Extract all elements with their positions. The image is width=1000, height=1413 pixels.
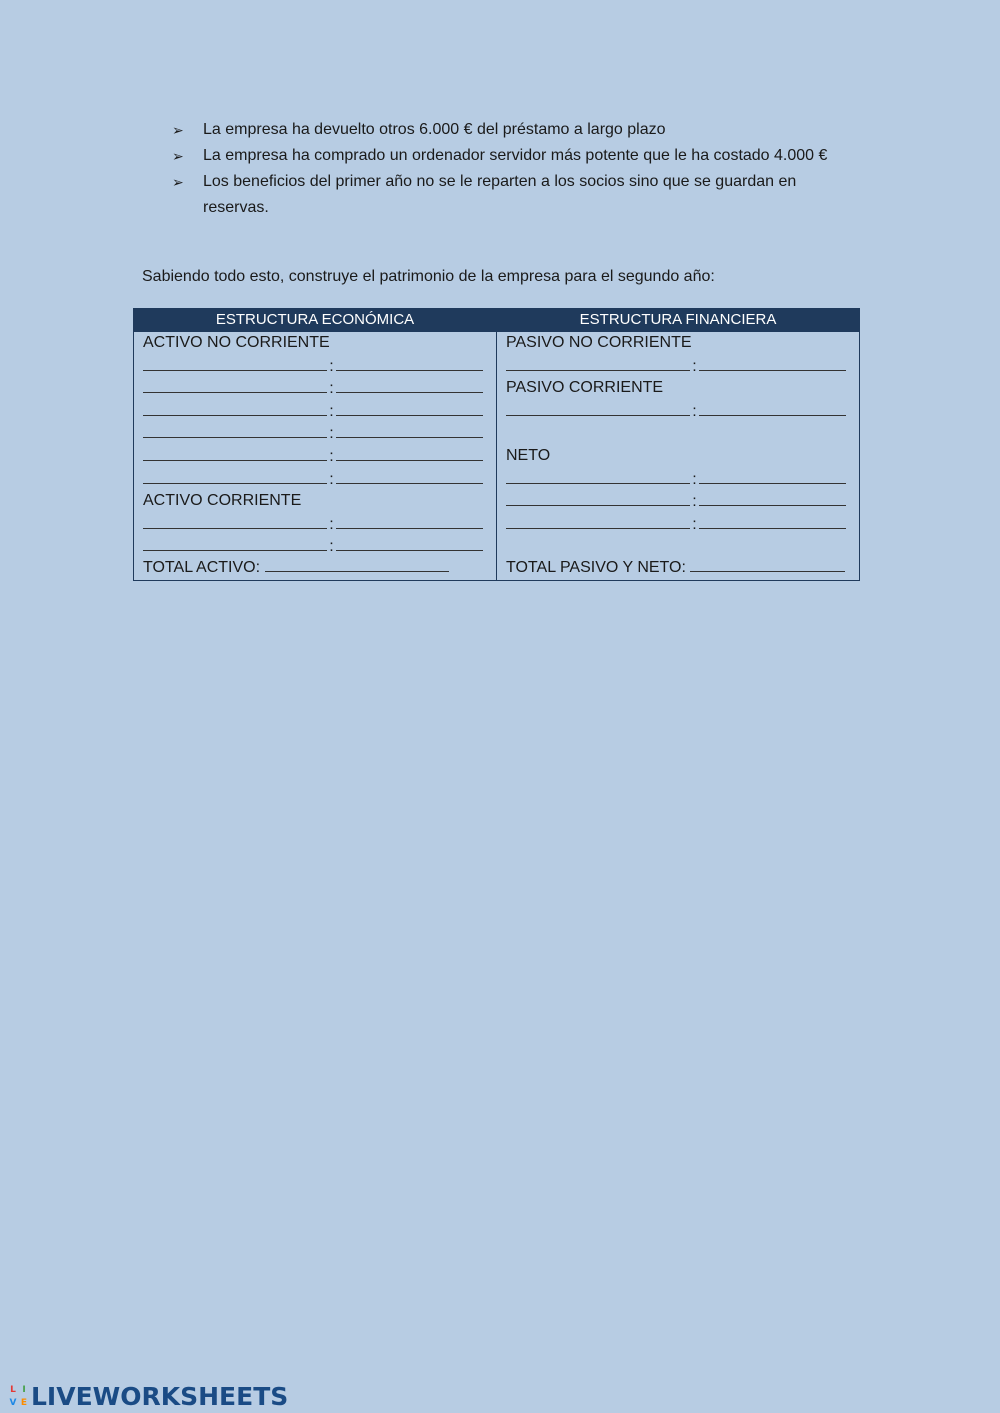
section-label-pasivo-no-corriente: PASIVO NO CORRIENTE: [506, 334, 692, 351]
concept-blank[interactable]: [143, 535, 327, 551]
patrimonio-table: [133, 308, 860, 581]
concept-blank[interactable]: [506, 490, 690, 506]
logo-text: LIVEWORKSHEETS: [31, 1381, 289, 1411]
entry-row: :: [143, 535, 487, 558]
entry-row: :: [506, 355, 850, 378]
logo-mark-icon: L I V E: [9, 1384, 28, 1408]
arrow-bullet-icon: ➢: [172, 122, 184, 138]
amount-blank[interactable]: [336, 355, 483, 371]
amount-blank[interactable]: [336, 535, 483, 551]
spacer: [506, 422, 850, 445]
total-activo-blank[interactable]: [265, 556, 449, 572]
entry-row: :: [143, 400, 487, 423]
entry-row: :: [143, 422, 487, 445]
concept-blank[interactable]: [143, 355, 327, 371]
amount-blank[interactable]: [699, 355, 846, 371]
section-label-neto: NETO: [506, 446, 551, 464]
entry-row: :: [506, 490, 850, 513]
concept-blank[interactable]: [506, 468, 690, 484]
amount-blank[interactable]: [336, 422, 483, 438]
entry-row: :: [143, 513, 487, 536]
liveworksheets-logo[interactable]: [8, 1381, 288, 1411]
concept-blank[interactable]: [143, 377, 327, 393]
total-activo-row: [143, 556, 449, 580]
amount-blank[interactable]: [699, 400, 846, 416]
section-label-activo-corriente: ACTIVO CORRIENTE: [143, 492, 302, 510]
amount-blank[interactable]: [336, 445, 483, 461]
concept-blank[interactable]: [143, 400, 327, 416]
concept-blank[interactable]: [506, 513, 690, 529]
entry-row: :: [506, 468, 850, 491]
bullet-item: ➢ La empresa ha devuelto otros 6.000 € del préstamo a largo plazo: [172, 117, 862, 143]
amount-blank[interactable]: [336, 400, 483, 416]
entry-row: :: [143, 377, 487, 400]
entry-row: :: [143, 445, 487, 468]
total-pasivo-neto-blank[interactable]: [690, 556, 845, 572]
entry-row: :: [143, 355, 487, 378]
amount-blank[interactable]: [699, 468, 846, 484]
amount-blank[interactable]: [336, 468, 483, 484]
entry-row: :: [506, 513, 850, 536]
concept-blank[interactable]: [506, 355, 690, 371]
total-pasivo-neto-row: [506, 556, 845, 580]
section-label-activo-no-corriente: ACTIVO NO CORRIENTE: [143, 334, 330, 351]
arrow-bullet-icon: ➢: [172, 148, 184, 164]
concept-blank[interactable]: [143, 468, 327, 484]
concept-blank[interactable]: [143, 445, 327, 461]
concept-blank[interactable]: [143, 513, 327, 529]
total-pasivo-neto-label: TOTAL PASIVO Y NETO:: [506, 559, 686, 576]
concept-blank[interactable]: [506, 400, 690, 416]
bullet-item: ➢ La empresa ha comprado un ordenador servidor más potente que le ha costado 4.000 €: [172, 143, 862, 169]
amount-blank[interactable]: [336, 513, 483, 529]
concept-blank[interactable]: [143, 422, 327, 438]
arrow-bullet-icon: ➢: [172, 174, 184, 190]
header-estructura-financiera: ESTRUCTURA FINANCIERA: [497, 309, 860, 332]
entry-row: :: [506, 400, 850, 423]
financial-column: [497, 332, 860, 581]
intro-text: Sabiendo todo esto, construye el patrimonio de la empresa para el segundo año:: [142, 268, 715, 285]
header-estructura-economica: ESTRUCTURA ECONÓMICA: [134, 309, 497, 332]
amount-blank[interactable]: [699, 490, 846, 506]
bullet-item: ➢ Los beneficios del primer año no se le reparten a los socios sino que se guardan en reservas.: [172, 169, 862, 221]
amount-blank[interactable]: [336, 377, 483, 393]
bullet-list: [172, 117, 862, 221]
amount-blank[interactable]: [699, 513, 846, 529]
economic-column: [134, 332, 497, 581]
entry-row: :: [143, 468, 487, 491]
total-activo-label: TOTAL ACTIVO:: [143, 559, 261, 576]
section-label-pasivo-corriente: PASIVO CORRIENTE: [506, 379, 664, 397]
